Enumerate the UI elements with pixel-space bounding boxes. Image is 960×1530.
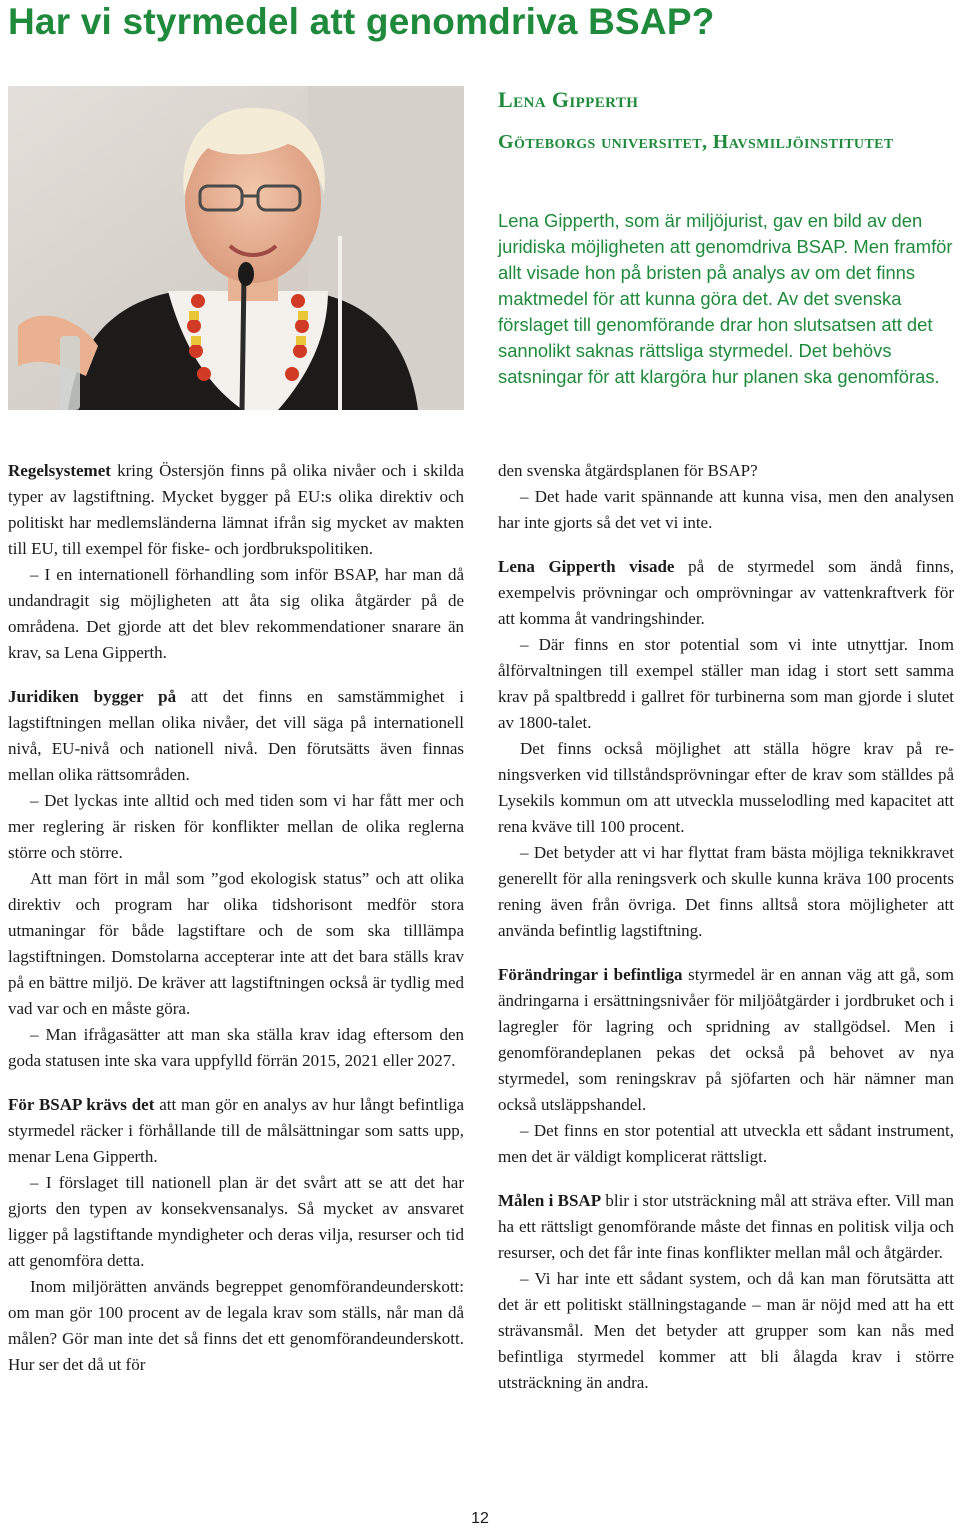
paragraph: Det finns också möjlighet att ställa högre krav på reningsverken vid tillståndsprövningar efter de krav som ställdes på Lysekils kommun om att utveckla musselodling med kapacitet att rena kväve till 100 procent.	[498, 739, 954, 836]
paragraph: Regelsystemet kring Östersjön finns på olika nivåer och i skilda typer av lagstiftning. Mycket bygger på EU:s olika direktiv och politiskt har medlemsländerna lämnat ifrån sig mycket av makten till EU, till exempel för fiske- och jordbrukspolitiken.	[8, 461, 464, 558]
paragraph: – Det hade varit spännande att kunna visa, men den analysen har inte gjorts så det vet vi inte.	[498, 487, 954, 532]
paragraph: Lena Gipperth visade på de styrmedel som ändå finns, exempelvis prövningar och omprövningar av vattenkraftverk för att komma åt vandringshinder.	[498, 557, 954, 628]
paragraph: – Det lyckas inte alltid och med tiden som vi har fått mer och mer reglering är risken för konflikter mellan de olika reglerna större och större.	[8, 791, 464, 862]
right-column	[498, 458, 954, 1396]
author-block	[498, 86, 953, 156]
paragraph: – Vi har inte ett sådant system, och då kan man förutsätta att det är ett politiskt ställningstagande – man är nöjd med att ha ett strävansmål. Men det betyder att grupper som kan nås med befintliga styrmedel kommer att bli ålagda krav i större utsträckning än andra.	[498, 1269, 954, 1392]
paragraph: – Det finns en stor potential att utveckla ett sådant instrument, men det är väldigt komplicerat rättsligt.	[498, 1121, 954, 1166]
paragraph: Inom miljörätten används begreppet genomförandeunderskott: om man gör 100 procent av de legala krav som ställs, når man då målen? Gör man inte det så finns det ett genomförandeunderskott. Hur ser det då ut för	[8, 1277, 464, 1374]
author-affiliation: Göteborgs universitet, Havsmiljöinstitutet	[498, 131, 894, 153]
paragraph: – Det betyder att vi har flyttat fram bästa möjliga teknikkravet generellt för alla reningsverk och skulle kunna kräva 100 procents rening även från övriga. Det finns alltså stora möjligheter att använda befintlig lagstiftning.	[498, 843, 954, 940]
page-number: 12	[471, 1510, 489, 1527]
speaker-portrait-icon	[8, 86, 464, 410]
paragraph: Målen i BSAP blir i stor utsträckning mål att sträva efter. Vill man ha ett rättsligt genomförande måste det finnas en politisk vilja och resurser, och det får inte finas konflikter mellan mål och åtgärder.	[498, 1191, 954, 1262]
paragraph: Juridiken bygger på att det finns en samstämmighet i lagstiftningen mellan olika nivåer, det vill säga på internationell nivå, EU-nivå och nationell nivå. Den förutsätts även finnas mellan olika rättsområden.	[8, 687, 464, 784]
paragraph: Förändringar i befintliga styrmedel är en annan väg att gå, som ändringarna i ersättningsnivåer för miljöåtgärder i jordbruket och i lagregler för lagring och spridning av stallgödsel. Men i genomförandeplanen pekas det också på behovet av nya styrmedel, som reningskrav på sjöfarten och här nämner man också utsläppshandel.	[498, 965, 954, 1114]
section-lead-in: Juridiken bygger på	[8, 687, 177, 706]
paragraph: – I förslaget till nationell plan är det svårt att se att det har gjorts den typen av konsekvensanalys. Så mycket av ansvaret ligger på lagstiftande myndigheter och deras vilja, resurser och tid att genomföra detta.	[8, 1173, 464, 1270]
article-title: Har vi styrmedel att genomdriva BSAP?	[8, 1, 715, 42]
paragraph: Att man fört in mål som ”god ekologisk status” och att olika direktiv och program har olika tidshorisont medför stora utmaningar för både lagstiftare och de som ska tilllämpa lagstiftningen. Domstolarna accepterar inte att det bara ställs krav på en bättre miljö. De kräver att lagstiftningen också är tydlig med vad var och en måste göra.	[8, 869, 464, 1018]
left-column	[8, 458, 464, 1378]
author-name: Lena Gipperth	[498, 87, 639, 112]
section-lead-in: Lena Gipperth visade	[498, 557, 675, 576]
paragraph: – I en internationell förhandling som inför BSAP, har man då undandragit sig möjligheten att åta sig olika åtgärder på de områdena. Det gjorde att det blev rekommendationer snarare än krav, sa Lena Gipperth.	[8, 565, 464, 662]
section-lead-in: Målen i BSAP	[498, 1191, 602, 1210]
paragraph: För BSAP krävs det att man gör en analys av hur långt befintliga styrmedel räcker i förhållande till de målsättningar som satts upp, menar Lena Gipperth.	[8, 1095, 464, 1166]
section-lead-in: För BSAP krävs det	[8, 1095, 155, 1114]
lead-paragraph: Lena Gipperth, som är miljöjurist, gav en bild av den juridiska möjligheten att genomdriva BSAP. Men framför allt visade hon på bristen på analys av om det finns maktmedel för att kunna göra det. Av det svenska förslaget till genomförande drar hon slutsatsen att det sannolikt saknas rättsliga styrmedel. Det behövs satsningar för att klargöra hur planen ska genomföras.	[498, 210, 953, 387]
paragraph: – Man ifrågasätter att man ska ställa krav idag eftersom den goda statusen inte ska vara uppfylld förrän 2015, 2021 eller 2027.	[8, 1025, 464, 1070]
paragraph: den svenska åtgärdsplanen för BSAP?	[498, 461, 758, 480]
section-lead-in: Förändringar i befintliga	[498, 965, 683, 984]
section-lead-in: Regelsystemet	[8, 461, 111, 480]
speaker-photo	[8, 86, 464, 410]
paragraph: – Där finns en stor potential som vi inte utnyttjar. Inom ålförvaltningen till exempel ställer man idag i stort sett samma krav på spaltbredd i gallret för turbinerna som man gjorde i slutet av 1800-talet.	[498, 635, 954, 732]
